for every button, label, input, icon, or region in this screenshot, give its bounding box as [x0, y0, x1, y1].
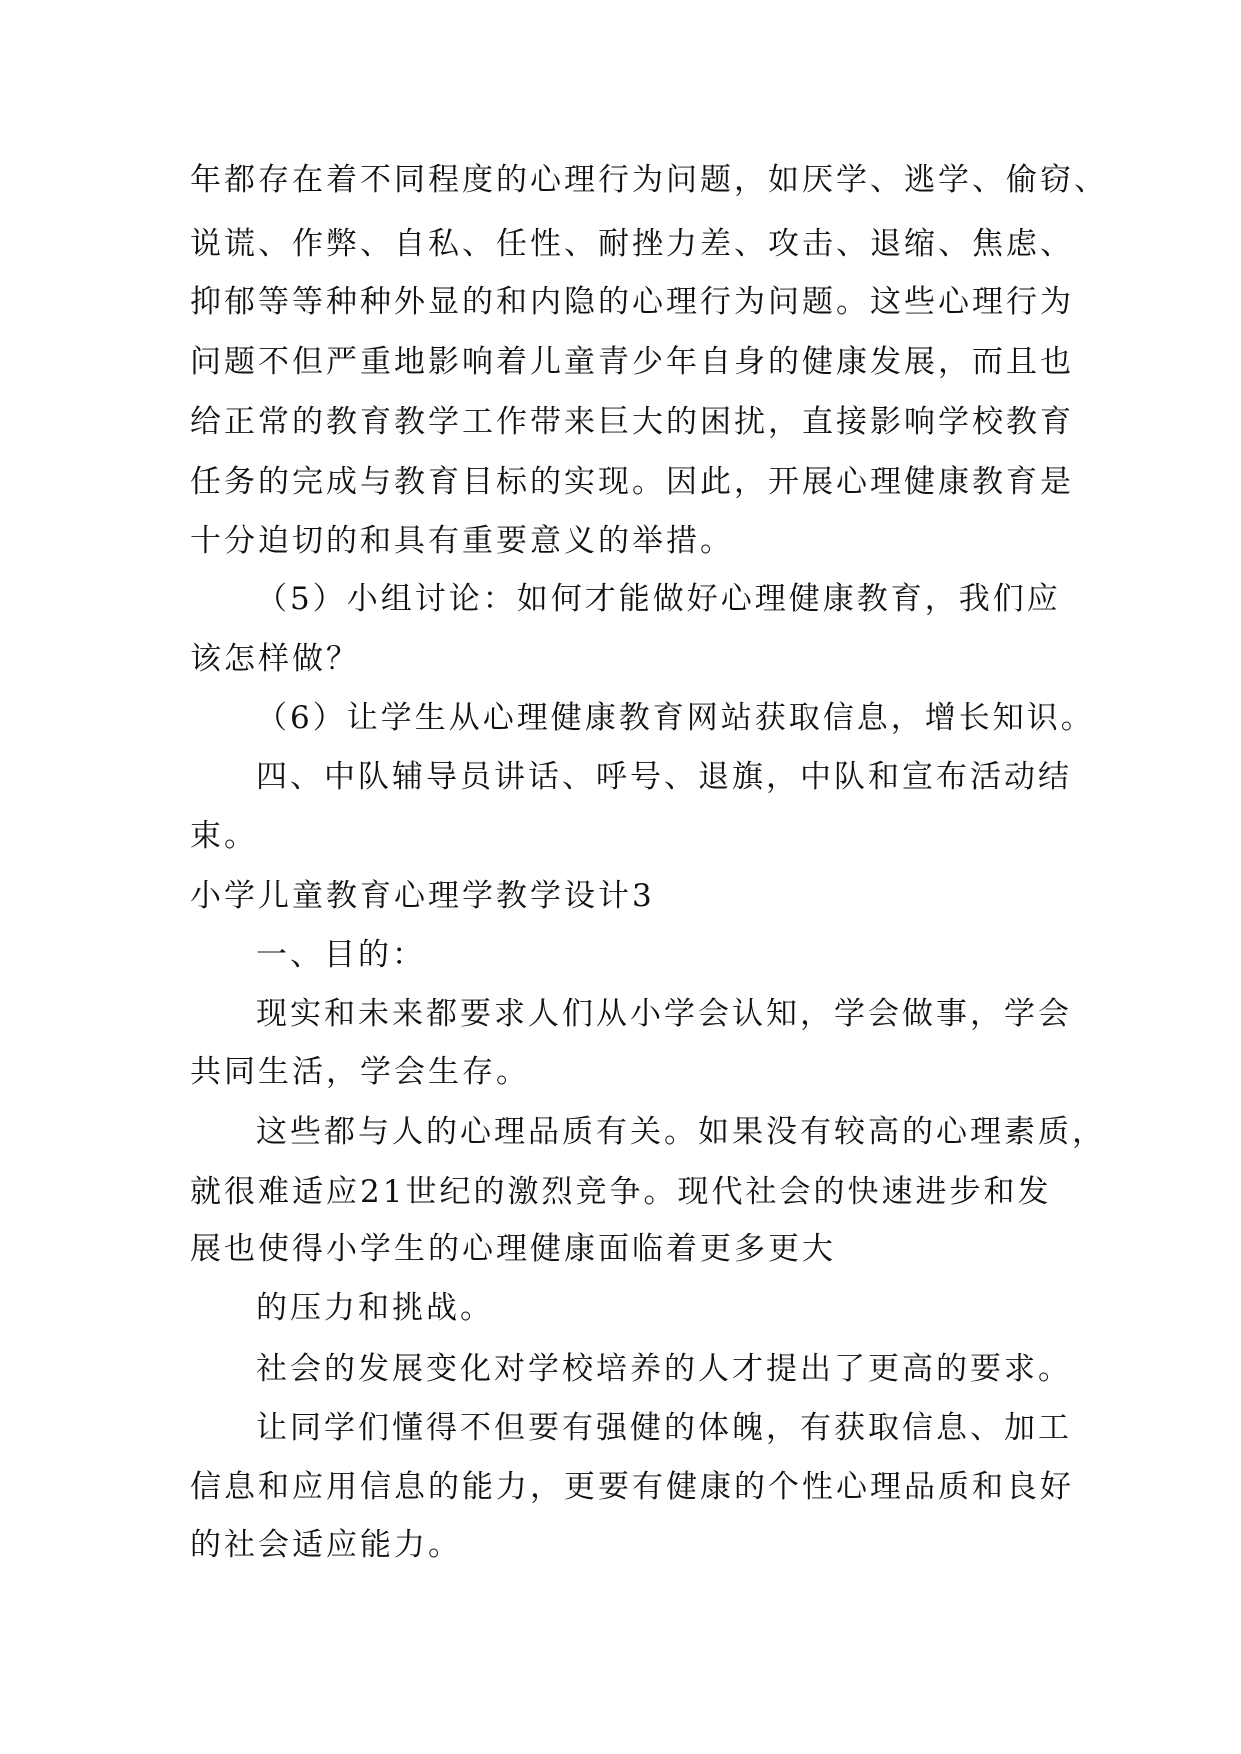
section-heading: 小学儿童教育心理学教学设计3 — [190, 878, 655, 914]
body-text-line: 抑郁等等种种外显的和内隐的心理行为问题。这些心理行为 — [190, 284, 1074, 320]
body-text-line: 十分迫切的和具有重要意义的举措。 — [190, 523, 734, 559]
body-text-line: 束。 — [190, 818, 258, 854]
body-text-line: 这些都与人的心理品质有关。如果没有较高的心理素质， — [256, 1114, 1106, 1150]
body-text-line: 让同学们懂得不但要有强健的体魄，有获取信息、加工 — [256, 1410, 1072, 1446]
body-text-line: 年都存在着不同程度的心理行为问题，如厌学、逃学、偷窃、 — [190, 162, 1108, 198]
body-text-line: 的社会适应能力。 — [190, 1527, 462, 1563]
body-text-line: 说谎、作弊、自私、任性、耐挫力差、攻击、退缩、焦虑、 — [190, 226, 1074, 262]
body-text-line: 展也使得小学生的心理健康面临着更多更大 — [190, 1231, 836, 1267]
body-text-line: 该怎样做？ — [190, 641, 360, 677]
body-text-line: 四、中队辅导员讲话、呼号、退旗，中队和宣布活动结 — [256, 759, 1072, 795]
body-text-line: 任务的完成与教育目标的实现。因此，开展心理健康教育是 — [190, 464, 1074, 500]
body-text-line: 的压力和挑战。 — [256, 1290, 494, 1326]
body-text-line: 一、目的： — [256, 937, 426, 973]
body-text-line: 现实和未来都要求人们从小学会认知，学会做事，学会 — [256, 996, 1072, 1032]
body-text-line: （6）让学生从心理健康教育网站获取信息，增长知识。 — [256, 700, 1095, 736]
body-text-line: （5）小组讨论：如何才能做好心理健康教育，我们应 — [256, 581, 1061, 617]
body-text-line: 共同生活，学会生存。 — [190, 1054, 530, 1090]
body-text-line: 问题不但严重地影响着儿童青少年自身的健康发展，而且也 — [190, 344, 1074, 380]
body-text-line: 信息和应用信息的能力，更要有健康的个性心理品质和良好 — [190, 1469, 1074, 1505]
body-text-line: 就很难适应21世纪的激烈竞争。现代社会的快速进步和发 — [190, 1174, 1052, 1210]
body-text-line: 给正常的教育教学工作带来巨大的困扰，直接影响学校教育 — [190, 404, 1074, 440]
body-text-line: 社会的发展变化对学校培养的人才提出了更高的要求。 — [256, 1351, 1072, 1387]
